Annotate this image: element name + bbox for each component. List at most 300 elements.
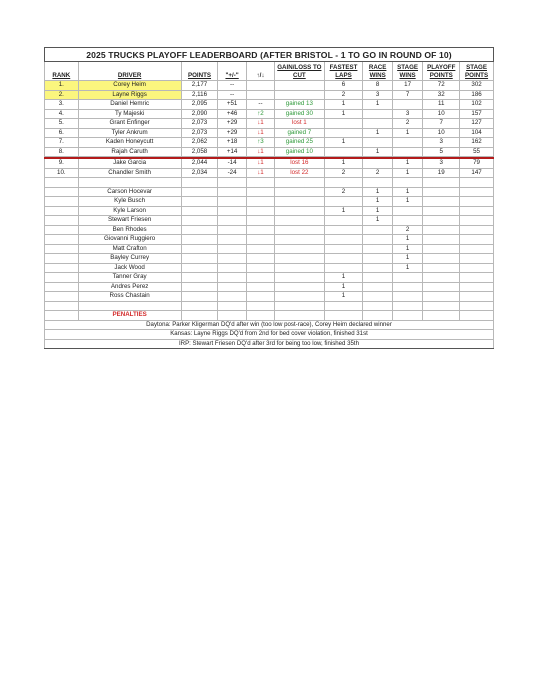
playoff-points-cell — [423, 235, 460, 245]
stage-wins-cell: 1 — [392, 254, 422, 264]
race-wins-cell — [363, 235, 392, 245]
stage-points-cell: 102 — [460, 100, 494, 110]
rank-cell: 7. — [45, 138, 79, 148]
driver-cell: Kyle Busch — [78, 197, 181, 207]
empty-cell — [363, 178, 392, 188]
stage-wins-cell — [392, 147, 422, 157]
penalty-row — [45, 339, 494, 349]
rank-cell: 5. — [45, 119, 79, 129]
stage-wins-cell: 1 — [392, 128, 422, 138]
penalty-note: Daytona: Parker Kligerman DQ'd after win (too low post-race), Corey Heim declared winner — [45, 320, 494, 330]
movement-cell: ↑3 — [246, 138, 274, 148]
fastest-laps-cell: 1 — [324, 273, 363, 283]
points-cell: 2,044 — [181, 159, 218, 169]
col-header-points: POINTS — [181, 62, 218, 81]
playoff-points-cell: 19 — [423, 168, 460, 178]
rank-cell — [45, 263, 79, 273]
stage-wins-cell: 1 — [392, 263, 422, 273]
playoff-points-cell: 10 — [423, 128, 460, 138]
fastest-laps-cell — [324, 128, 363, 138]
table-row — [45, 128, 494, 138]
stage-points-cell: 104 — [460, 128, 494, 138]
driver-cell: Jack Wood — [78, 263, 181, 273]
race-wins-cell — [363, 109, 392, 119]
title-row — [45, 48, 494, 62]
plusminus-cell — [218, 244, 246, 254]
empty-cell — [324, 178, 363, 188]
plusminus-cell — [218, 254, 246, 264]
empty-cell — [275, 301, 324, 311]
table-row — [45, 206, 494, 216]
movement-cell — [246, 187, 274, 197]
driver-cell: Grant Enfinger — [78, 119, 181, 129]
race-wins-cell — [363, 244, 392, 254]
empty-cell — [392, 301, 422, 311]
playoff-points-cell: 11 — [423, 100, 460, 110]
points-cell: 2,177 — [181, 81, 218, 91]
movement-cell: -- — [246, 100, 274, 110]
fastest-laps-cell — [324, 197, 363, 207]
stage-points-cell — [460, 244, 494, 254]
gainloss-cell — [275, 282, 324, 292]
points-cell — [181, 216, 218, 226]
table-row — [45, 292, 494, 302]
gainloss-cell: lost 1 — [275, 119, 324, 129]
table-row — [45, 216, 494, 226]
rank-cell — [45, 206, 79, 216]
table-row — [45, 109, 494, 119]
race-wins-cell: 1 — [363, 216, 392, 226]
table-row — [45, 159, 494, 169]
points-cell: 2,073 — [181, 128, 218, 138]
gainloss-cell: gained 10 — [275, 147, 324, 157]
gainloss-cell — [275, 197, 324, 207]
col-header-race: RACE WINS — [363, 62, 392, 81]
rank-cell — [45, 225, 79, 235]
gainloss-cell — [275, 187, 324, 197]
gainloss-cell: gained 13 — [275, 100, 324, 110]
playoff-points-cell — [423, 273, 460, 283]
table-row — [45, 187, 494, 197]
movement-cell — [246, 225, 274, 235]
stage-points-cell — [460, 216, 494, 226]
gainloss-cell: gained 30 — [275, 109, 324, 119]
stage-wins-cell — [392, 292, 422, 302]
stage-wins-cell: 1 — [392, 187, 422, 197]
race-wins-cell: 1 — [363, 100, 392, 110]
empty-cell — [275, 311, 324, 321]
page-title: 2025 TRUCKS PLAYOFF LEADERBOARD (AFTER BRISTOL - 1 TO GO IN ROUND OF 10) — [45, 48, 494, 62]
points-cell — [181, 282, 218, 292]
header-row — [45, 62, 494, 81]
rank-cell — [45, 254, 79, 264]
movement-cell — [246, 81, 274, 91]
driver-cell: Tyler Ankrum — [78, 128, 181, 138]
plusminus-cell — [218, 187, 246, 197]
stage-wins-cell: 1 — [392, 159, 422, 169]
race-wins-cell: 1 — [363, 206, 392, 216]
rank-cell: 2. — [45, 90, 79, 100]
stage-points-cell — [460, 292, 494, 302]
stage-wins-cell: 1 — [392, 235, 422, 245]
col-header-gainloss: GAIN/LOSS TO CUT — [275, 62, 324, 81]
race-wins-cell: 1 — [363, 128, 392, 138]
table-row — [45, 225, 494, 235]
empty-cell — [181, 301, 218, 311]
plusminus-cell — [218, 206, 246, 216]
stage-points-cell — [460, 254, 494, 264]
race-wins-cell — [363, 254, 392, 264]
stage-points-cell — [460, 282, 494, 292]
points-cell: 2,058 — [181, 147, 218, 157]
gainloss-cell — [275, 244, 324, 254]
driver-cell: Jake Garcia — [78, 159, 181, 169]
points-cell — [181, 225, 218, 235]
playoff-points-cell — [423, 225, 460, 235]
rank-cell — [45, 216, 79, 226]
table-row — [45, 244, 494, 254]
movement-cell — [246, 206, 274, 216]
playoff-points-cell: 32 — [423, 90, 460, 100]
rank-cell — [45, 273, 79, 283]
plusminus-cell: +29 — [218, 128, 246, 138]
table-row — [45, 168, 494, 178]
rank-cell — [45, 244, 79, 254]
fastest-laps-cell: 1 — [324, 159, 363, 169]
playoff-points-cell — [423, 244, 460, 254]
plusminus-cell — [218, 216, 246, 226]
driver-cell: Carson Hocevar — [78, 187, 181, 197]
stage-wins-cell: 7 — [392, 90, 422, 100]
movement-cell: ↓1 — [246, 119, 274, 129]
race-wins-cell: 2 — [363, 168, 392, 178]
plusminus-cell: -- — [218, 81, 246, 91]
col-header-rank: RANK — [45, 62, 79, 81]
stage-points-cell: 79 — [460, 159, 494, 169]
playoff-points-cell: 7 — [423, 119, 460, 129]
driver-cell: Tanner Gray — [78, 273, 181, 283]
race-wins-cell: 1 — [363, 147, 392, 157]
driver-cell: Andres Perez — [78, 282, 181, 292]
stage-points-cell — [460, 235, 494, 245]
table-row — [45, 263, 494, 273]
empty-cell — [363, 311, 392, 321]
empty-cell — [423, 178, 460, 188]
table-row — [45, 282, 494, 292]
points-cell — [181, 197, 218, 207]
points-cell: 2,116 — [181, 90, 218, 100]
race-wins-cell — [363, 292, 392, 302]
plusminus-cell: +18 — [218, 138, 246, 148]
playoff-points-cell: 5 — [423, 147, 460, 157]
stage-points-cell — [460, 206, 494, 216]
driver-cell: Stewart Friesen — [78, 216, 181, 226]
plusminus-cell — [218, 263, 246, 273]
race-wins-cell — [363, 273, 392, 283]
fastest-laps-cell — [324, 235, 363, 245]
race-wins-cell — [363, 225, 392, 235]
rank-cell: 4. — [45, 109, 79, 119]
table-row — [45, 235, 494, 245]
empty-cell — [218, 178, 246, 188]
empty-cell — [45, 178, 79, 188]
fastest-laps-cell: 1 — [324, 109, 363, 119]
driver-cell: Layne Riggs — [78, 90, 181, 100]
fastest-laps-cell: 6 — [324, 81, 363, 91]
playoff-points-cell — [423, 263, 460, 273]
stage-wins-cell — [392, 138, 422, 148]
points-cell — [181, 244, 218, 254]
movement-cell — [246, 273, 274, 283]
fastest-laps-cell — [324, 216, 363, 226]
table-row — [45, 197, 494, 207]
points-cell — [181, 254, 218, 264]
points-cell: 2,073 — [181, 119, 218, 129]
penalty-row — [45, 330, 494, 340]
rank-cell: 3. — [45, 100, 79, 110]
gainloss-cell — [275, 81, 324, 91]
points-cell: 2,095 — [181, 100, 218, 110]
col-header-plusminus: "+/-" — [218, 62, 246, 81]
fastest-laps-cell: 2 — [324, 168, 363, 178]
plusminus-cell — [218, 235, 246, 245]
penalties-header-row — [45, 311, 494, 321]
stage-wins-cell: 1 — [392, 197, 422, 207]
stage-wins-cell — [392, 282, 422, 292]
gainloss-cell — [275, 292, 324, 302]
movement-cell: ↑2 — [246, 109, 274, 119]
points-cell — [181, 292, 218, 302]
movement-cell — [246, 244, 274, 254]
points-cell: 2,062 — [181, 138, 218, 148]
empty-cell — [78, 301, 181, 311]
movement-cell: ↓1 — [246, 168, 274, 178]
gainloss-cell: lost 22 — [275, 168, 324, 178]
playoff-points-cell: 10 — [423, 109, 460, 119]
playoff-points-cell: 3 — [423, 159, 460, 169]
movement-cell: ↓1 — [246, 159, 274, 169]
playoff-points-cell: 3 — [423, 138, 460, 148]
plusminus-cell: -24 — [218, 168, 246, 178]
empty-cell — [45, 311, 79, 321]
plusminus-cell — [218, 273, 246, 283]
movement-cell — [246, 197, 274, 207]
leaderboard-table — [44, 47, 494, 349]
empty-cell — [218, 301, 246, 311]
empty-cell — [392, 311, 422, 321]
table-row — [45, 119, 494, 129]
plusminus-cell: +46 — [218, 109, 246, 119]
empty-cell — [460, 301, 494, 311]
rank-cell: 1. — [45, 81, 79, 91]
stage-wins-cell: 3 — [392, 109, 422, 119]
empty-cell — [423, 311, 460, 321]
table-row — [45, 147, 494, 157]
driver-cell: Matt Crafton — [78, 244, 181, 254]
gainloss-cell — [275, 273, 324, 283]
stage-wins-cell — [392, 216, 422, 226]
stage-points-cell: 157 — [460, 109, 494, 119]
movement-cell — [246, 235, 274, 245]
race-wins-cell — [363, 282, 392, 292]
rank-cell — [45, 235, 79, 245]
penalty-note: IRP: Stewart Friesen DQ'd after 3rd for being too low, finished 35th — [45, 339, 494, 349]
empty-cell — [78, 178, 181, 188]
stage-points-cell — [460, 225, 494, 235]
table-row — [45, 100, 494, 110]
plusminus-cell: +29 — [218, 119, 246, 129]
stage-points-cell — [460, 273, 494, 283]
plusminus-cell — [218, 197, 246, 207]
empty-cell — [246, 311, 274, 321]
col-header-driver: DRIVER — [78, 62, 181, 81]
gainloss-cell: gained 7 — [275, 128, 324, 138]
playoff-points-cell — [423, 206, 460, 216]
movement-cell — [246, 282, 274, 292]
points-cell — [181, 235, 218, 245]
penalties-label: PENALTIES — [78, 311, 181, 321]
gainloss-cell — [275, 263, 324, 273]
empty-cell — [181, 311, 218, 321]
stage-points-cell — [460, 263, 494, 273]
movement-cell: ↓1 — [246, 128, 274, 138]
fastest-laps-cell: 1 — [324, 100, 363, 110]
rank-cell — [45, 187, 79, 197]
playoff-points-cell: 72 — [423, 81, 460, 91]
points-cell: 2,090 — [181, 109, 218, 119]
movement-cell — [246, 216, 274, 226]
fastest-laps-cell — [324, 147, 363, 157]
race-wins-cell: 1 — [363, 197, 392, 207]
empty-cell — [218, 311, 246, 321]
fastest-laps-cell — [324, 244, 363, 254]
empty-cell — [324, 311, 363, 321]
driver-cell: Ross Chastain — [78, 292, 181, 302]
stage-wins-cell: 2 — [392, 225, 422, 235]
driver-cell: Daniel Hemric — [78, 100, 181, 110]
empty-cell — [246, 178, 274, 188]
race-wins-cell — [363, 119, 392, 129]
playoff-points-cell — [423, 197, 460, 207]
driver-cell: Chandler Smith — [78, 168, 181, 178]
gainloss-cell: gained 25 — [275, 138, 324, 148]
empty-cell — [392, 178, 422, 188]
playoff-points-cell — [423, 216, 460, 226]
plusminus-cell: +51 — [218, 100, 246, 110]
stage-wins-cell: 2 — [392, 119, 422, 129]
race-wins-cell: 1 — [363, 187, 392, 197]
points-cell — [181, 206, 218, 216]
driver-cell: Bayley Currey — [78, 254, 181, 264]
col-header-fastest: FASTEST LAPS — [324, 62, 363, 81]
fastest-laps-cell: 1 — [324, 292, 363, 302]
rank-cell: 6. — [45, 128, 79, 138]
empty-row — [45, 178, 494, 188]
rank-cell — [45, 292, 79, 302]
rank-cell: 8. — [45, 147, 79, 157]
stage-points-cell: 302 — [460, 81, 494, 91]
gainloss-cell — [275, 235, 324, 245]
gainloss-cell — [275, 225, 324, 235]
gainloss-cell — [275, 216, 324, 226]
plusminus-cell — [218, 282, 246, 292]
movement-cell — [246, 254, 274, 264]
fastest-laps-cell: 1 — [324, 138, 363, 148]
table-row — [45, 273, 494, 283]
playoff-points-cell — [423, 254, 460, 264]
playoff-points-cell — [423, 187, 460, 197]
col-header-stage: STAGE WINS — [392, 62, 422, 81]
empty-cell — [423, 301, 460, 311]
stage-points-cell: 186 — [460, 90, 494, 100]
fastest-laps-cell: 1 — [324, 206, 363, 216]
plusminus-cell: -- — [218, 90, 246, 100]
plusminus-cell: -14 — [218, 159, 246, 169]
table-row — [45, 254, 494, 264]
gainloss-cell: lost 16 — [275, 159, 324, 169]
stage-points-cell: 127 — [460, 119, 494, 129]
points-cell — [181, 187, 218, 197]
points-cell — [181, 263, 218, 273]
points-cell: 2,034 — [181, 168, 218, 178]
race-wins-cell — [363, 263, 392, 273]
movement-cell — [246, 292, 274, 302]
fastest-laps-cell: 2 — [324, 90, 363, 100]
empty-cell — [363, 301, 392, 311]
gainloss-cell — [275, 254, 324, 264]
col-header-stagepts: STAGE POINTS — [460, 62, 494, 81]
movement-cell — [246, 263, 274, 273]
gainloss-cell — [275, 206, 324, 216]
table-row — [45, 81, 494, 91]
rank-cell — [45, 282, 79, 292]
stage-wins-cell — [392, 273, 422, 283]
stage-points-cell — [460, 187, 494, 197]
empty-row — [45, 301, 494, 311]
rank-cell — [45, 197, 79, 207]
driver-cell: Corey Heim — [78, 81, 181, 91]
race-wins-cell — [363, 159, 392, 169]
race-wins-cell — [363, 138, 392, 148]
fastest-laps-cell — [324, 119, 363, 129]
col-header-playoff: PLAYOFF POINTS — [423, 62, 460, 81]
stage-wins-cell — [392, 100, 422, 110]
col-header-arrows: ↑/↓ — [246, 62, 274, 81]
empty-cell — [181, 178, 218, 188]
fastest-laps-cell — [324, 225, 363, 235]
plusminus-cell: +14 — [218, 147, 246, 157]
driver-cell: Rajah Caruth — [78, 147, 181, 157]
empty-cell — [324, 301, 363, 311]
stage-points-cell: 162 — [460, 138, 494, 148]
movement-cell — [246, 90, 274, 100]
table-row — [45, 90, 494, 100]
empty-cell — [460, 178, 494, 188]
empty-cell — [460, 311, 494, 321]
fastest-laps-cell — [324, 254, 363, 264]
fastest-laps-cell — [324, 263, 363, 273]
stage-wins-cell — [392, 206, 422, 216]
penalty-note: Kansas: Layne Riggs DQ'd from 2nd for bed cover violation, finished 31st — [45, 330, 494, 340]
stage-wins-cell: 17 — [392, 81, 422, 91]
driver-cell: Giovanni Ruggiero — [78, 235, 181, 245]
stage-points-cell — [460, 197, 494, 207]
movement-cell: ↓1 — [246, 147, 274, 157]
race-wins-cell: 8 — [363, 81, 392, 91]
plusminus-cell — [218, 225, 246, 235]
driver-cell: Ty Majeski — [78, 109, 181, 119]
fastest-laps-cell: 1 — [324, 282, 363, 292]
